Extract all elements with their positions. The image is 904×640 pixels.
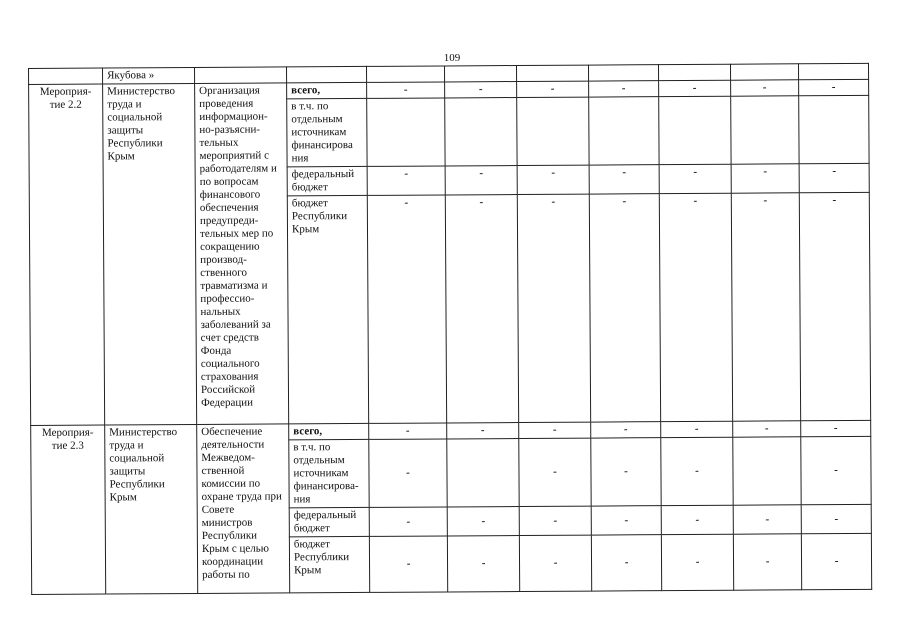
value-cell: -: [731, 193, 800, 421]
value-cell: -: [799, 163, 869, 192]
empty-cell: [517, 97, 589, 165]
value-cell: -: [447, 507, 519, 536]
value-cell: -: [445, 195, 518, 423]
value-cell: -: [591, 535, 661, 591]
value-cell: -: [591, 422, 661, 438]
value-cell: -: [517, 165, 589, 194]
value-cell: -: [447, 536, 519, 592]
value-cell: -: [367, 195, 446, 423]
value-cell: -: [369, 439, 447, 507]
measure-executor: Министерство труда и социальной защиты Республики Крым: [105, 424, 198, 594]
source-total: всего,: [289, 423, 369, 439]
empty-cell: [367, 98, 445, 166]
source-republic: бюджет Республики Крым: [287, 195, 368, 423]
empty-cell: [798, 63, 868, 79]
prev-executor: Якубова »: [103, 67, 195, 84]
empty-cell: [733, 437, 801, 505]
value-cell: -: [801, 420, 871, 436]
value-cell: -: [517, 81, 589, 97]
value-cell: -: [661, 505, 733, 534]
value-cell: -: [517, 194, 590, 422]
value-cell: -: [445, 82, 517, 98]
source-including: в т.ч. по отдельным источникам финансирова-ния: [289, 439, 369, 507]
value-cell: -: [369, 423, 447, 439]
value-cell: -: [659, 193, 732, 421]
measure-description: Обеспечение деятельности Межведом-ственной комиссии по охране труда при Совете министров Республики Крым с целью координации работы по: [197, 424, 290, 594]
value-cell: -: [369, 507, 447, 536]
value-cell: -: [801, 436, 871, 504]
source-republic: бюджет Республики Крым: [289, 536, 369, 592]
empty-cell: [730, 64, 798, 80]
value-cell: -: [659, 164, 731, 193]
source-total: всего,: [287, 82, 367, 98]
value-cell: -: [519, 506, 591, 535]
value-cell: -: [447, 423, 519, 439]
budget-table: [28, 63, 872, 595]
empty-cell: [29, 68, 103, 84]
value-cell: -: [661, 437, 733, 505]
value-cell: -: [799, 192, 870, 420]
value-cell: -: [591, 506, 661, 535]
value-cell: -: [591, 438, 661, 506]
value-cell: -: [367, 166, 445, 195]
value-cell: -: [731, 164, 799, 193]
value-cell: -: [589, 165, 659, 194]
measure-title: Мероприя-тие 2.2: [29, 84, 105, 425]
value-cell: -: [733, 421, 801, 437]
measure-title: Мероприя-тие 2.3: [31, 425, 106, 594]
empty-cell: [286, 66, 366, 82]
empty-cell: [588, 65, 658, 81]
page-number: 109: [443, 52, 461, 64]
measure-description: Организация проведения информацион-но-разъясни-тельных мероприятий с работодателям и по вопросам финансового обеспечения предупреди-тельных мер по сокращению производ-ственного травматизма и профессио-нальных заболеваний за счет средств Фонда социального страхования Российской Федерации: [195, 83, 289, 425]
value-cell: -: [799, 79, 869, 95]
value-cell: -: [589, 81, 659, 97]
value-cell: -: [801, 533, 871, 589]
source-federal: федеральный бюджет: [289, 507, 369, 536]
empty-cell: [589, 97, 659, 165]
value-cell: -: [731, 80, 799, 96]
value-cell: -: [589, 194, 660, 422]
empty-cell: [194, 67, 286, 84]
value-cell: -: [369, 536, 447, 592]
empty-cell: [658, 64, 730, 80]
value-cell: -: [661, 421, 733, 437]
value-cell: -: [519, 422, 591, 438]
value-cell: -: [801, 504, 871, 533]
source-including: в т.ч. по отдельным источникам финансирова ния: [287, 98, 367, 166]
value-cell: -: [733, 534, 801, 590]
empty-cell: [447, 439, 519, 507]
source-federal: федеральный бюджет: [287, 166, 367, 195]
empty-cell: [731, 96, 799, 164]
measure-executor: Министерство труда и социальной защиты Республики Крым: [103, 83, 197, 425]
value-cell: -: [367, 82, 445, 98]
empty-cell: [799, 95, 869, 163]
empty-cell: [445, 98, 517, 166]
empty-cell: [516, 65, 588, 81]
value-cell: -: [733, 505, 801, 534]
value-cell: -: [661, 534, 733, 590]
empty-cell: [366, 66, 444, 82]
value-cell: -: [659, 80, 731, 96]
empty-cell: [444, 66, 516, 82]
value-cell: -: [519, 438, 591, 506]
value-cell: -: [519, 535, 591, 591]
value-cell: -: [445, 166, 517, 195]
empty-cell: [659, 96, 731, 164]
